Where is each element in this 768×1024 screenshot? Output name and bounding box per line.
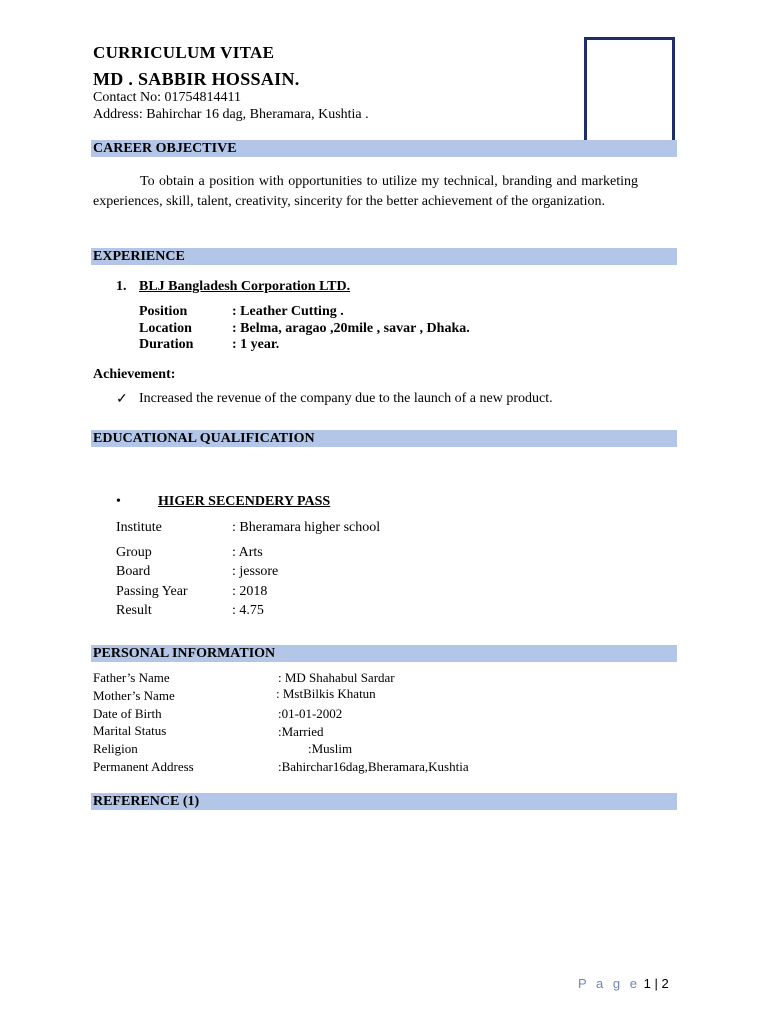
education-value: : 4.75 <box>232 603 264 618</box>
personal-label: Date of Birth <box>93 706 162 721</box>
experience-label: Location <box>139 321 192 336</box>
education-value: : Bheramara higher school <box>232 520 381 535</box>
photo-placeholder <box>584 37 675 148</box>
personal-value: : MstBilkis Khatun <box>276 686 376 701</box>
education-value: : 2018 <box>232 584 268 599</box>
career-objective-body: To obtain a position with opportunities to utilize my technical, branding and marketing experiences, skill, talent, creativity, sincerity for the better achievement of the organization. <box>93 174 638 209</box>
experience-value: : Leather Cutting . <box>232 304 344 319</box>
experience-number: 1. <box>116 279 127 294</box>
career-objective-heading: CAREER OBJECTIVE <box>91 140 677 157</box>
education-label: Group <box>116 545 152 560</box>
education-label: Passing Year <box>116 584 188 599</box>
experience-label: Duration <box>139 337 194 352</box>
contact-number: Contact No: 01754814411 <box>93 90 242 105</box>
education-heading: EDUCATIONAL QUALIFICATION <box>91 430 677 447</box>
career-objective-text <box>93 172 638 211</box>
experience-label: Position <box>139 304 188 319</box>
personal-value: :Bahirchar16dag,Bheramara,Kushtia <box>278 759 469 774</box>
personal-value: :Married <box>278 724 324 739</box>
education-value: : jessore <box>232 564 279 579</box>
page-total: 2 <box>661 976 669 991</box>
personal-value: : MD Shahabul Sardar <box>278 670 395 685</box>
bullet-icon: • <box>116 494 121 509</box>
personal-value: :01-01-2002 <box>278 706 343 721</box>
page-label: P a g e <box>578 976 640 991</box>
education-label: Board <box>116 564 151 579</box>
address-line: Address: Bahirchar 16 dag, Bheramara, Kushtia . <box>93 107 369 122</box>
personal-label: Marital Status <box>93 723 167 738</box>
personal-value: :Muslim <box>308 741 353 756</box>
checkmark-icon: ✓ <box>116 392 128 407</box>
personal-info-heading: PERSONAL INFORMATION <box>91 645 677 662</box>
experience-heading: EXPERIENCE <box>91 248 677 265</box>
personal-label: Father’s Name <box>93 670 170 685</box>
page-footer <box>578 976 669 991</box>
company-name: BLJ Bangladesh Corporation LTD. <box>139 279 351 294</box>
candidate-name: MD . SABBIR HOSSAIN. <box>93 69 300 89</box>
personal-label: Permanent Address <box>93 759 194 774</box>
page-number: 1 <box>643 976 651 991</box>
document-title: CURRICULUM VITAE <box>93 43 275 62</box>
education-label: Institute <box>116 520 162 535</box>
achievement-label: Achievement: <box>93 367 176 382</box>
education-value: : Arts <box>232 545 263 560</box>
experience-value: : 1 year. <box>232 337 280 352</box>
reference-heading: REFERENCE (1) <box>91 793 677 810</box>
personal-label: Religion <box>93 741 138 756</box>
degree-title: HIGER SECENDERY PASS <box>158 494 331 509</box>
experience-value: : Belma, aragao ,20mile , savar , Dhaka. <box>232 321 470 336</box>
personal-label: Mother’s Name <box>93 688 175 703</box>
achievement-text: Increased the revenue of the company due to the launch of a new product. <box>139 391 553 406</box>
education-label: Result <box>116 603 152 618</box>
page-separator: | <box>654 976 658 991</box>
